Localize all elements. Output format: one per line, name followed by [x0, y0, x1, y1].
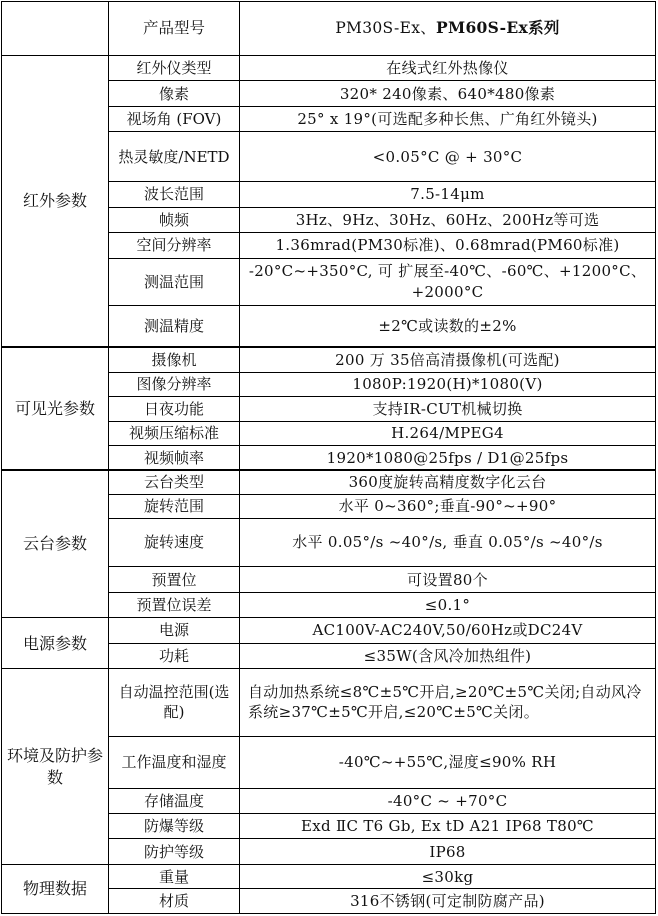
row-label: 存储温度 — [109, 788, 240, 813]
row-value: ≤35W(含风冷加热组件) — [240, 643, 656, 668]
row-label: 材质 — [109, 889, 240, 914]
row-value: 支持IR-CUT机械切换 — [240, 397, 656, 421]
row-value: 200 万 35倍高清摄像机(可选配) — [240, 347, 656, 372]
row-value: ±2℃或读数的±2% — [240, 305, 656, 347]
row-value: 320* 240像素、640*480像素 — [240, 81, 656, 106]
group-power: 电源参数 — [2, 618, 109, 669]
row-value: 7.5-14μm — [240, 182, 656, 207]
row-label: 云台类型 — [109, 470, 240, 494]
model-bold: PM60S-Ex系列 — [436, 18, 560, 38]
row-value: -40°C ~ +70°C — [240, 788, 656, 813]
row-label: 视场角 (FOV) — [109, 106, 240, 131]
row-value: 1080P:1920(H)*1080(V) — [240, 372, 656, 396]
row-label: 视频压缩标准 — [109, 421, 240, 445]
row-label: 功耗 — [109, 643, 240, 668]
row-value: 水平 0~360°;垂直-90°~+90° — [240, 495, 656, 518]
row-label: 空间分辨率 — [109, 233, 240, 258]
group-physical: 物理数据 — [2, 864, 109, 913]
row-label: 像素 — [109, 81, 240, 106]
row-label: 帧频 — [109, 207, 240, 232]
spec-table — [1, 1, 656, 914]
row-label: 重量 — [109, 864, 240, 888]
row-value: 3Hz、9Hz、30Hz、60Hz、200Hz等可选 — [240, 207, 656, 232]
row-label: 测温精度 — [109, 305, 240, 347]
row-value: 在线式红外热像仪 — [240, 56, 656, 81]
model-prefix: PM30S-Ex、 — [335, 19, 437, 38]
row-label: 防爆等级 — [109, 813, 240, 838]
group-infrared: 红外参数 — [2, 56, 109, 347]
row-value: IP68 — [240, 839, 656, 864]
row-label: 旋转范围 — [109, 495, 240, 518]
row-value: Exd ⅡC T6 Gb, Ex tD A21 IP68 T80℃ — [240, 813, 656, 838]
group-ptz: 云台参数 — [2, 470, 109, 618]
row-value: 360度旋转高精度数字化云台 — [240, 470, 656, 494]
table-row — [2, 56, 656, 81]
table-row — [2, 864, 656, 888]
row-label: 视频帧率 — [109, 446, 240, 470]
row-value: AC100V-AC240V,50/60Hz或DC24V — [240, 618, 656, 643]
row-value: 水平 0.05°/s ~40°/s, 垂直 0.05°/s ~40°/s — [240, 518, 656, 567]
header-model — [240, 2, 656, 56]
row-value: H.264/MPEG4 — [240, 421, 656, 445]
table-row — [2, 470, 656, 494]
row-label: 热灵敏度/NETD — [109, 132, 240, 182]
row-value: -20°C~+350°C, 可 扩展至-40℃、-60℃、+1200°C、+2000°C — [240, 258, 656, 305]
row-label: 电源 — [109, 618, 240, 643]
table-row — [2, 669, 656, 736]
row-value: ≤30kg — [240, 864, 656, 888]
row-value: 自动加热系统≤8℃±5℃开启,≥20℃±5℃关闭;自动风冷系统≥37℃±5℃开启,≤20℃±5℃关闭。 — [240, 669, 656, 736]
table-row — [2, 347, 656, 372]
table-row — [2, 618, 656, 643]
row-label: 预置位 — [109, 567, 240, 592]
header-row — [2, 2, 656, 56]
row-value: -40℃~+55℃,湿度≤90% RH — [240, 736, 656, 788]
row-value: 可设置80个 — [240, 567, 656, 592]
row-label: 摄像机 — [109, 347, 240, 372]
row-label: 预置位误差 — [109, 592, 240, 617]
header-label: 产品型号 — [109, 2, 240, 56]
row-value: 25° x 19°(可选配多种长焦、广角红外镜头) — [240, 106, 656, 131]
row-label: 防护等级 — [109, 839, 240, 864]
row-value: ≤0.1° — [240, 592, 656, 617]
row-label: 图像分辨率 — [109, 372, 240, 396]
group-visible: 可见光参数 — [2, 347, 109, 470]
row-label: 测温范围 — [109, 258, 240, 305]
row-value: 1.36mrad(PM30标准)、0.68mrad(PM60标准) — [240, 233, 656, 258]
row-value: 1920*1080@25fps / D1@25fps — [240, 446, 656, 470]
row-label: 自动温控范围(选配) — [109, 669, 240, 736]
row-label: 旋转速度 — [109, 518, 240, 567]
row-label: 日夜功能 — [109, 397, 240, 421]
group-environment: 环境及防护参数 — [2, 669, 109, 865]
row-label: 工作温度和湿度 — [109, 736, 240, 788]
header-spacer — [2, 2, 109, 56]
row-value: <0.05°C @ + 30°C — [240, 132, 656, 182]
row-label: 波长范围 — [109, 182, 240, 207]
row-value: 316不锈钢(可定制防腐产品) — [240, 889, 656, 914]
row-label: 红外仪类型 — [109, 56, 240, 81]
